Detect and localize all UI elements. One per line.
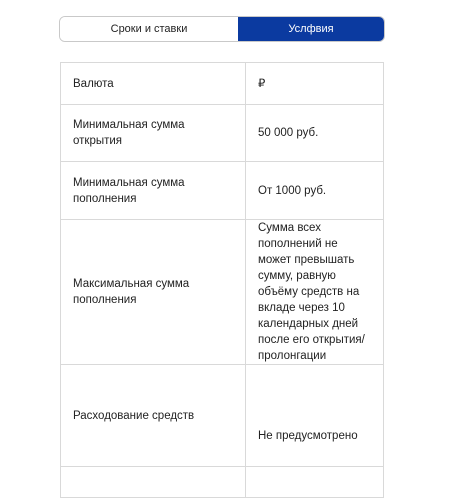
table-row: [61, 105, 384, 162]
table-row: [61, 467, 384, 498]
table-row: [61, 162, 384, 220]
tab-terms-and-rates[interactable]: Сроки и ставки: [60, 17, 238, 41]
tab-conditions[interactable]: Услфвия: [238, 17, 384, 41]
table-row: [61, 63, 384, 105]
condition-name: Минимальная сумма открытия: [61, 105, 246, 162]
condition-value: ₽: [246, 63, 384, 105]
condition-value: Не предусмотрено: [246, 365, 384, 467]
table-row: [61, 365, 384, 467]
condition-value: [246, 467, 384, 498]
condition-value: 50 000 руб.: [246, 105, 384, 162]
condition-name: Минимальная сумма пополнения: [61, 162, 246, 220]
conditions-table: [60, 62, 384, 498]
condition-name: Максимальная сумма пополнения: [61, 220, 246, 365]
condition-name: Валюта: [61, 63, 246, 105]
condition-name: Расходование средств: [61, 365, 246, 467]
tab-switcher: [59, 16, 385, 42]
condition-name: [61, 467, 246, 498]
table-row: [61, 220, 384, 365]
condition-value: От 1000 руб.: [246, 162, 384, 220]
condition-value: Сумма всех пополнений не может превышать сумму, равную объёму средств на вкладе через 10 календарных дней после его открытия/ пролонгации: [246, 220, 384, 365]
